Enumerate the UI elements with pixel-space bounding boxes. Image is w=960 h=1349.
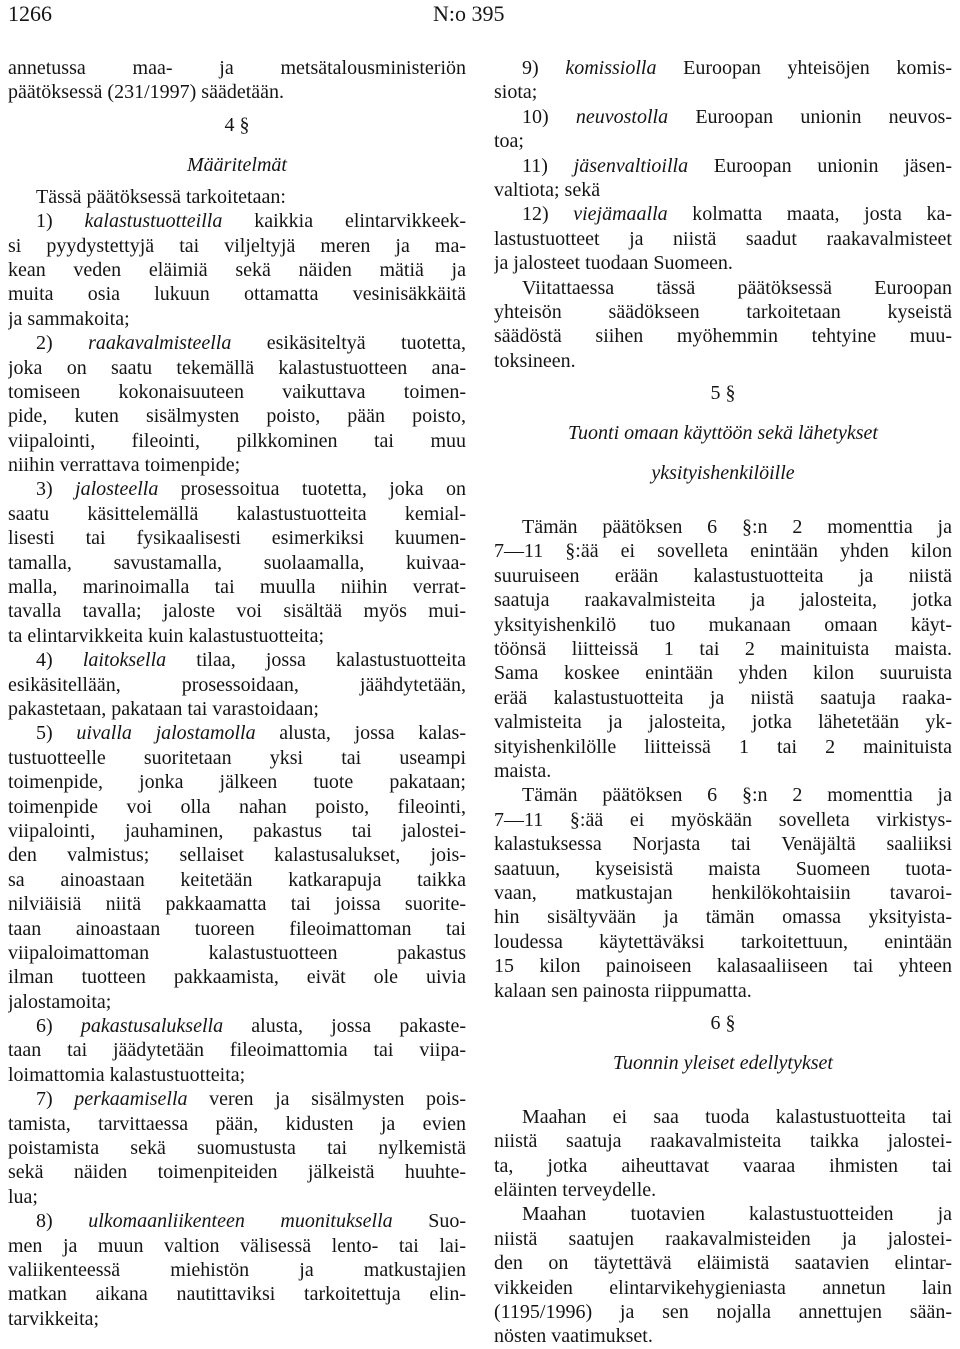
text-line: yhteisön säädökseen tarkoitetaan kyseistä	[494, 300, 952, 323]
text-line: saatuun, kyseisistä maista Suomeen tuota-	[494, 857, 952, 880]
text-line: joka on saatu tekemällä kalastustuotteen ana-	[8, 356, 466, 379]
text-line: viipalointi, jauhaminen, pakastus tai jalostei-	[8, 819, 466, 842]
line-suffix: tilaa, jossa kalastustuotteita	[166, 649, 466, 672]
defined-term: ulkomaanliikenteen muonituksella	[88, 1210, 393, 1233]
text-line: töönsä liitteissä 1 tai 2 mainituista maista.	[494, 638, 952, 661]
line-prefix: 9)	[522, 57, 566, 79]
text-line: loimattomia kalastustuotteita;	[8, 1063, 246, 1086]
text-line: Tässä päätöksessä tarkoitetaan:	[36, 185, 286, 208]
text-line: valmisteita ja jalosteita, jotka lähetetään yk-	[494, 711, 952, 734]
text-line: tomiseen kokonaisuuteen vaikuttava toimen-	[8, 380, 466, 403]
section-number: 6 §	[710, 1011, 736, 1034]
spacer	[494, 1083, 952, 1105]
text-line: malla, marinoimalla tai muulla niihin verrat-	[8, 576, 466, 599]
text-line: loudessa käytettäväksi tarkoitettuun, enintään	[494, 930, 952, 953]
text-line: poistamista sekä suomustusta tai nylkemistä	[8, 1137, 466, 1160]
text-line: ja jalosteet tuodaan Suomeen.	[494, 252, 733, 275]
text-line: suuruiseen erään kalastustuotteita ja niistä	[494, 564, 952, 587]
line-prefix: 4)	[36, 649, 83, 672]
text-line	[8, 331, 466, 355]
text-line	[8, 1209, 466, 1233]
page-number: 1266	[8, 1, 52, 26]
text-line: yksityishenkilö tuo mukanaan omaan käyt-	[494, 613, 952, 636]
right-column	[494, 56, 952, 1349]
issue-number: N:o 395	[433, 1, 505, 26]
left-column	[8, 56, 466, 1331]
section-number: 4 §	[224, 113, 250, 136]
line-prefix: 2)	[36, 332, 89, 355]
text-line: men ja muun valtion välisessä lento- tai lai-	[8, 1234, 466, 1257]
text-line: nilviäisiä niitä pakkaamatta tai joissa suorite-	[8, 893, 466, 916]
line-suffix: alusta, jossa pakaste-	[223, 1015, 466, 1038]
line-prefix: 8)	[36, 1210, 89, 1233]
text-line: niistä saatuja raakavalmisteita taikka jalostei-	[494, 1130, 952, 1153]
text-line: saatuja raakavalmisteita ja jalosteita, jotka	[494, 589, 952, 612]
defined-term: laitoksella	[82, 649, 167, 672]
text-line: annetussa maa- ja metsätalousministeriön	[8, 57, 466, 79]
text-line: 7—11 §:ää ei sovelleta enintään yhden kilon	[494, 540, 952, 563]
text-line: si pyydystettyjä tai viljeltyjä meren ja ma-	[8, 234, 466, 257]
text-line: vaan, matkustajan henkilökohtaisiin tavaroi-	[494, 881, 952, 904]
text-line	[8, 477, 466, 501]
text-line: sa ainoastaan keitetään katkarapuja taikka	[8, 868, 466, 891]
line-suffix: Euroopan unionin jäsen-	[688, 154, 952, 177]
line-suffix: kolmatta maata, josta ka-	[667, 203, 952, 226]
text-line: Sama koskee enintään yhden kilon suuruista	[494, 662, 952, 685]
text-line: lua;	[8, 1185, 38, 1208]
text-line	[8, 209, 466, 233]
line-prefix: 10)	[522, 105, 576, 128]
text-line: jalostamoita;	[8, 990, 112, 1013]
text-line: säädöstä siihen myöhemmin tehtyine muu-	[494, 325, 952, 348]
line-suffix: prosessoitua tuotetta, joka on	[158, 478, 466, 501]
defined-term: komissiolla	[565, 57, 657, 79]
text-line: Tämän päätöksen 6 §:n 2 momenttia ja	[522, 516, 952, 539]
text-line	[8, 721, 466, 745]
line-prefix: 6)	[36, 1015, 81, 1038]
line-prefix: 12)	[522, 203, 574, 226]
text-line: sityishenkilölle liitteissä 1 tai 2 mainituista	[494, 735, 952, 758]
defined-term: jalosteella	[75, 478, 159, 501]
text-line: nösten vaatimukset.	[494, 1325, 653, 1348]
section-title: Tuonti omaan käyttöön sekä lähetykset	[568, 422, 878, 445]
text-line	[8, 1087, 466, 1111]
line-suffix: alusta, jossa kalas-	[255, 722, 466, 745]
text-line: matkan aikana nautittaviksi tarkoitettuja elin-	[8, 1283, 466, 1306]
text-line: tamalla, savustamalla, suolaamalla, kuivaa-	[8, 551, 466, 574]
text-line: pide, kuten sisälmysten poisto, pään poisto,	[8, 405, 466, 428]
text-line: Maahan ei saa tuoda kalastustuotteita tai	[522, 1105, 952, 1128]
text-line: (1195/1996) ja sen nojalla annettujen sään-	[494, 1301, 952, 1324]
line-prefix: 3)	[36, 478, 76, 501]
text-line: 7—11 §:ää ei myöskään sovelleta virkistys-	[494, 808, 952, 831]
defined-term: uivalla jalostamolla	[76, 722, 256, 745]
text-line: esikäsitellään, prosessoidaan, jäähdytetään,	[8, 673, 466, 696]
defined-term: perkaamisella	[74, 1088, 188, 1111]
text-line: toimenpide, jonka jälkeen tuote pakataan;	[8, 771, 466, 794]
text-line: erää kalastustuotteita ja niistä saatuja raaka-	[494, 686, 952, 709]
text-line: Tämän päätöksen 6 §:n 2 momenttia ja	[522, 784, 952, 807]
defined-term: pakastusaluksella	[80, 1015, 224, 1038]
spacer	[494, 493, 952, 515]
text-line: Viitattaessa tässä päätöksessä Euroopan	[522, 276, 952, 299]
text-line: tamista, tarvittaessa pään, kidusten ja evien	[8, 1112, 466, 1135]
defined-term: viejämaalla	[573, 203, 668, 226]
text-line: sekä näiden toimenpiteiden jälkeistä huuhte-	[8, 1161, 466, 1184]
text-line: ta elintarvikkeita kuin kalastustuotteita;	[8, 624, 325, 647]
text-line: toa;	[494, 130, 524, 153]
text-line: toimenpide voi olla nahan poisto, fileointi,	[8, 795, 466, 818]
text-line: toksineen.	[494, 349, 576, 372]
text-line: lisesti tai fysikaalisesti esimerkiksi kuumen-	[8, 527, 466, 550]
text-line	[494, 154, 952, 178]
line-suffix: veren ja sisälmysten pois-	[187, 1088, 466, 1111]
text-line: pakastetaan, pakataan tai varastoidaan;	[8, 697, 319, 720]
line-suffix: Euroopan unionin neuvos-	[668, 105, 952, 128]
text-line: tustuotteelle suoritetaan yksi tai useampi	[8, 746, 466, 769]
text-line: kalaan sen painosta riippumatta.	[494, 979, 752, 1002]
text-line: päätöksessä (231/1997) säädetään.	[8, 81, 285, 104]
text-line: 15 kilon painoiseen kalasaaliiseen tai yhteen	[494, 955, 952, 978]
line-prefix: 7)	[36, 1088, 75, 1111]
text-line	[8, 648, 466, 672]
text-line: niihin verrattava toimenpide;	[8, 454, 241, 477]
text-line: niistä saatujen raakavalmisteiden ja jalostei-	[494, 1227, 952, 1250]
text-line: maista.	[494, 759, 552, 782]
text-line: valiikenteessä miehistön ja matkustajien	[8, 1258, 466, 1281]
defined-term: kalastustuotteilla	[84, 210, 223, 233]
text-line: hin sisältyvään ja tämän omassa yksityista-	[494, 906, 952, 929]
text-line: ja sammakoita;	[8, 307, 130, 330]
text-line	[8, 1014, 466, 1038]
text-line: viipaloimattoman kalastustuotteen pakastus	[8, 941, 466, 964]
page-header	[0, 0, 960, 40]
section-title: Määritelmät	[187, 153, 287, 176]
text-line: kean veden eläimiä sekä näiden mätiä ja	[8, 258, 466, 281]
text-line: taan tai jäädytetään fileoimattomia tai viipa-	[8, 1039, 466, 1062]
text-line: ta, jotka aiheuttavat vaaraa ihmisten tai	[494, 1154, 952, 1177]
text-line: den on täytettävä eläimistä saatavien elintar-	[494, 1252, 952, 1275]
defined-term: raakavalmisteella	[88, 332, 232, 355]
section-title: Tuonnin yleiset edellytykset	[613, 1051, 833, 1074]
text-line	[494, 202, 952, 226]
text-line	[494, 105, 952, 129]
text-line	[494, 56, 952, 80]
text-line: saatu käsittelemällä kalastustuotteita kemial-	[8, 502, 466, 525]
line-suffix: kaikkia elintarvikkeek-	[222, 210, 466, 233]
text-line: viipalointi, fileointi, pilkkominen tai muu	[8, 429, 466, 452]
text-line: siota;	[494, 81, 538, 104]
text-line: Maahan tuotavien kalastustuotteiden ja	[522, 1203, 952, 1226]
line-prefix: 5)	[36, 722, 77, 745]
line-suffix: Euroopan yhteisöjen komis-	[656, 57, 952, 79]
line-suffix: esikäsiteltyä tuotetta,	[231, 332, 466, 355]
text-line: muita osia lukuun ottamatta vesinisäkkäitä	[8, 283, 466, 306]
text-line: kalastuksessa Norjasta tai Venäjältä saaliiksi	[494, 833, 952, 856]
text-line: valtiota; sekä	[494, 178, 601, 201]
section-title: yksityishenkilöille	[651, 462, 795, 485]
text-line: eläinten terveydelle.	[494, 1179, 657, 1202]
text-line: taan ainoastaan tuoreen fileoimattoman tai	[8, 917, 466, 940]
text-line: vikkeiden elintarvikehygieniasta annetun lain	[494, 1276, 952, 1299]
text-line: lastustuotteet ja niistä saadut raakavalmisteet	[494, 227, 952, 250]
text-line: tarvikkeita;	[8, 1307, 100, 1330]
text-line: tavalla tavalla; jaloste voi sisältää myös mui-	[8, 600, 466, 623]
defined-term: jäsenvaltioilla	[573, 154, 689, 177]
defined-term: neuvostolla	[575, 105, 669, 128]
text-line: ilman tuotteen pakkaamista, eivät ole uivia	[8, 966, 466, 989]
line-suffix: Suo-	[392, 1210, 466, 1233]
line-prefix: 1)	[36, 210, 85, 233]
text-line: den valmistus; sellaiset kalastusalukset, jois-	[8, 844, 466, 867]
section-number: 5 §	[710, 382, 736, 405]
line-prefix: 11)	[522, 154, 574, 177]
